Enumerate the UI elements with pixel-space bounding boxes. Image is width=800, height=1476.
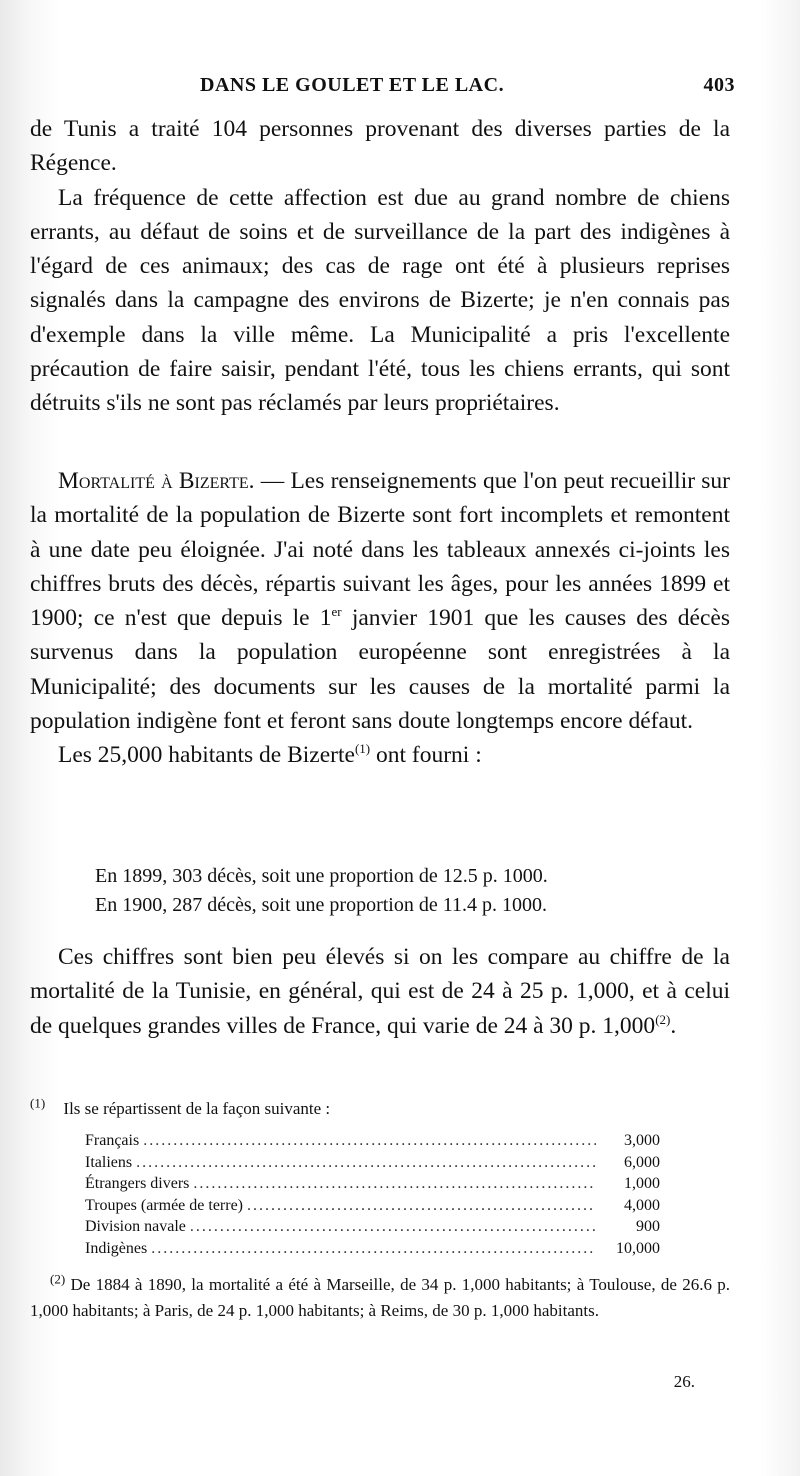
- running-head-title: DANS LE GOULET ET LE LAC.: [200, 74, 505, 96]
- footnote-2-marker: (2): [50, 1271, 66, 1287]
- table-row: [85, 1195, 660, 1217]
- paragraph-rabies: La fréquence de cette affection est due au grand nombre de chiens errants, au défaut de soins et de surveillance de la part des indigènes à l'égard de ces animaux; des cas de rage ont été à plusieurs reprises signalés dans la campagne des environs de Bizerte; je n'en connais pas d'exemple dans la ville même. La Municipalité a pris l'excellente précaution de faire saisir, pendant l'été, tous les chiens errants, qui sont détruits s'ils ne sont pas réclamés par leurs propriétaires.: [30, 184, 730, 417]
- stats-line-1900: En 1900, 287 décès, soit une proportion de 11.4 p. 1000.: [95, 894, 547, 916]
- row-label: Indigènes: [85, 1239, 148, 1257]
- row-label: Troupes (armée de terre): [85, 1196, 244, 1214]
- footnote-ref-2: (2): [655, 1011, 671, 1027]
- leader-dots: [143, 1130, 596, 1152]
- table-row: [85, 1130, 660, 1152]
- section-heading-mortalite: Mortalité à Bizerte.: [58, 468, 255, 494]
- table-row: [85, 1238, 660, 1260]
- row-label: Italiens: [85, 1153, 133, 1171]
- row-value: 1,000: [624, 1175, 660, 1192]
- row-value: 10,000: [616, 1239, 660, 1257]
- footnote-1-intro: [30, 1095, 730, 1120]
- paragraph-comparison: [30, 940, 730, 1043]
- footnote-1-marker: (1): [30, 1095, 46, 1111]
- leader-dots: [247, 1195, 596, 1217]
- paragraph-mortality-text-a: — Les renseignements que l'on peut recueillir sur la mortalité de la population de Bizerte sont fort incomplets et remontent à une date peu éloignée. J'ai noté dans les tableaux annexés ci-joints les chiffres bruts des décès, répartis suivant les âges, pour les années 1899 et 1900; ce n'est que depuis le 1: [30, 468, 730, 632]
- paragraph-mortality: [30, 464, 730, 738]
- stats-line-1899: En 1899, 303 décès, soit une proportion de 12.5 p. 1000.: [95, 865, 548, 887]
- population-distribution-table: [85, 1130, 660, 1259]
- signature-mark: 26.: [673, 1372, 695, 1391]
- row-value: 900: [636, 1218, 660, 1235]
- leader-dots: [136, 1152, 596, 1174]
- death-statistics: [95, 862, 548, 920]
- paragraph-mortality-text-b: janvier 1901 que les causes des décès survenus dans la population européenne sont enregistrées à la Municipalité; des documents sur les causes de la mortalité parmi la population indigène font et feront sans doute longtemps encore défaut.: [30, 605, 730, 735]
- paragraph-comparison-text-b: .: [670, 1012, 677, 1039]
- footnote-2-text: De 1884 à 1890, la mortalité a été à Marseille, de 34 p. 1,000 habitants; à Toulouse, de 26.6 p. 1,000 habitants; à Paris, de 24 p. 1,000 habitants; à Reims, de 30 p. 1,000 habitants.: [30, 1275, 731, 1320]
- footnote-1-intro-text: Ils se répartissent de la façon suivante :: [63, 1099, 331, 1118]
- running-head: [60, 74, 735, 102]
- leader-dots: [151, 1238, 596, 1260]
- main-text-block-2: [30, 464, 730, 773]
- superscript-er: er: [331, 604, 342, 620]
- row-label: Étrangers divers: [85, 1175, 190, 1192]
- row-value: 6,000: [624, 1153, 660, 1171]
- table-row: [85, 1216, 660, 1238]
- main-text-block-1: [30, 112, 730, 421]
- paragraph-population-text-a: Les 25,000 habitants de Bizerte: [58, 742, 355, 769]
- footnote-2: [30, 1272, 730, 1324]
- table-row: [85, 1152, 660, 1174]
- row-label: Français: [85, 1132, 140, 1149]
- paragraph-continuation: de Tunis a traité 104 personnes provenant des diverses parties de la Régence.: [30, 116, 730, 177]
- row-value: 3,000: [624, 1132, 660, 1149]
- paragraph-population: [30, 738, 730, 772]
- row-value: 4,000: [624, 1196, 660, 1214]
- leader-dots: [190, 1216, 596, 1238]
- main-text-block-3: [30, 940, 730, 1043]
- paragraph-comparison-text-a: Ces chiffres sont bien peu élevés si on les compare au chiffre de la mortalité de la Tunisie, en général, qui est de 24 à 25 p. 1,000, et à celui de quelques grandes villes de France, qui varie de 24 à 30 p. 1,000: [30, 944, 730, 1039]
- paragraph-population-text-b: ont fourni :: [370, 742, 482, 769]
- page-number: 403: [703, 74, 735, 96]
- table-row: [85, 1173, 660, 1195]
- row-label: Division navale: [85, 1218, 186, 1235]
- footnote-ref-1: (1): [354, 741, 371, 757]
- leader-dots: [193, 1173, 596, 1195]
